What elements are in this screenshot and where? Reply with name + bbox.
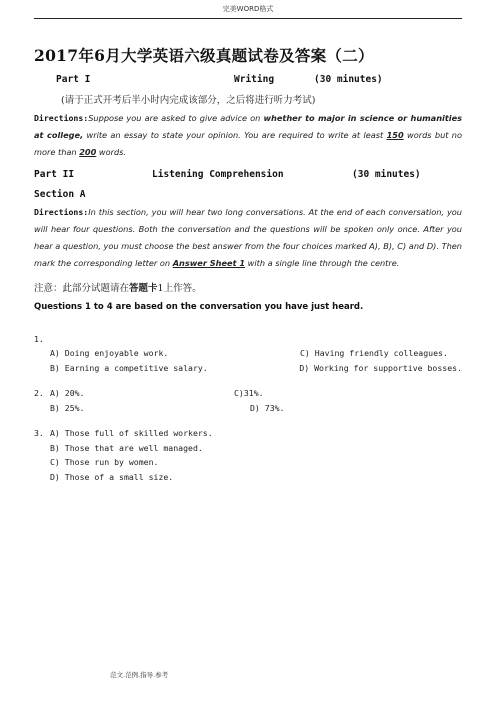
- page-footer: 范文.范例.指导.参考: [110, 671, 169, 679]
- section-a-heading: Section A: [34, 189, 86, 200]
- chinese-note: [34, 280, 462, 294]
- option-b: B) 25%.: [50, 403, 85, 413]
- questions-header: Questions 1 to 4 are based on the conversation you have just heard.: [34, 302, 364, 312]
- option-c: C)31%.: [234, 388, 264, 398]
- note-bold: 答题卡: [129, 283, 158, 294]
- option-a: A) 20%.: [50, 388, 85, 398]
- min-words: 150: [386, 130, 404, 140]
- part1-note: (请于正式开考后半小时内完成该部分，之后将进行听力考试): [61, 95, 316, 106]
- question-number: 3.: [34, 428, 44, 438]
- directions-text: words but no more than: [34, 130, 462, 157]
- part2-heading: [34, 169, 462, 180]
- directions-text: Suppose you are asked to give advice on: [88, 113, 264, 123]
- option-d: D) Those of a small size.: [50, 471, 174, 482]
- directions-label: Directions:: [34, 207, 89, 217]
- part1-heading: [34, 74, 462, 85]
- part1-label: Part I: [56, 74, 91, 85]
- writing-directions: [34, 110, 462, 161]
- header-divider: [34, 18, 462, 19]
- option-a: A) Doing enjoyable work.: [50, 348, 169, 358]
- essay-topic: whether to major in science or humanities at college,: [34, 113, 462, 140]
- note-text: 1上作答。: [157, 283, 202, 294]
- question-3: [34, 426, 462, 484]
- part2-name: Listening Comprehension: [152, 169, 284, 180]
- option-c: C) Those run by women.: [50, 457, 159, 467]
- note-text: 注意：此部分试题请在: [34, 283, 130, 294]
- directions-text: In this section, you will hear two long conversations. At the end of each conversation, you will hear four questions. Both the conversation and the questions will be spoken only once. After you hear a question, you must choose the best answer from the four choices marked A), B), C) and D). Then mark the corresponding letter on: [34, 207, 462, 268]
- listening-directions: [34, 204, 462, 272]
- option-d: D) 73%.: [250, 403, 285, 413]
- directions-text: words.: [96, 147, 127, 157]
- option-c: C) Having friendly colleagues.: [300, 348, 448, 358]
- directions-label: Directions:: [34, 113, 89, 123]
- part2-label: Part II: [34, 169, 75, 180]
- option-b: B) Those that are well managed.: [50, 442, 203, 453]
- option-d: D) Working for supportive bosses.: [299, 363, 462, 373]
- part1-name: Writing: [234, 74, 275, 85]
- question-list: [34, 332, 462, 484]
- document-body: [34, 44, 462, 494]
- document-title: 2017年6月大学英语六级真题试卷及答案（二）: [34, 46, 374, 65]
- directions-text: write an essay to state your opinion. You are required to write at least: [83, 130, 387, 140]
- max-words: 200: [79, 147, 97, 157]
- question-number: 1.: [34, 334, 44, 344]
- option-b: B) Earning a competitive salary.: [50, 363, 208, 373]
- answer-sheet-ref: Answer Sheet 1: [172, 258, 246, 268]
- question-number: 2.: [34, 388, 44, 398]
- directions-text: with a single line through the centre.: [245, 258, 400, 268]
- question-2: [34, 386, 462, 416]
- part2-time: (30 minutes): [352, 169, 421, 180]
- part1-time: (30 minutes): [314, 74, 383, 85]
- question-1: [34, 332, 462, 376]
- option-a: A) Those full of skilled workers.: [50, 428, 213, 438]
- page-header: 完美WORD格式: [222, 5, 274, 13]
